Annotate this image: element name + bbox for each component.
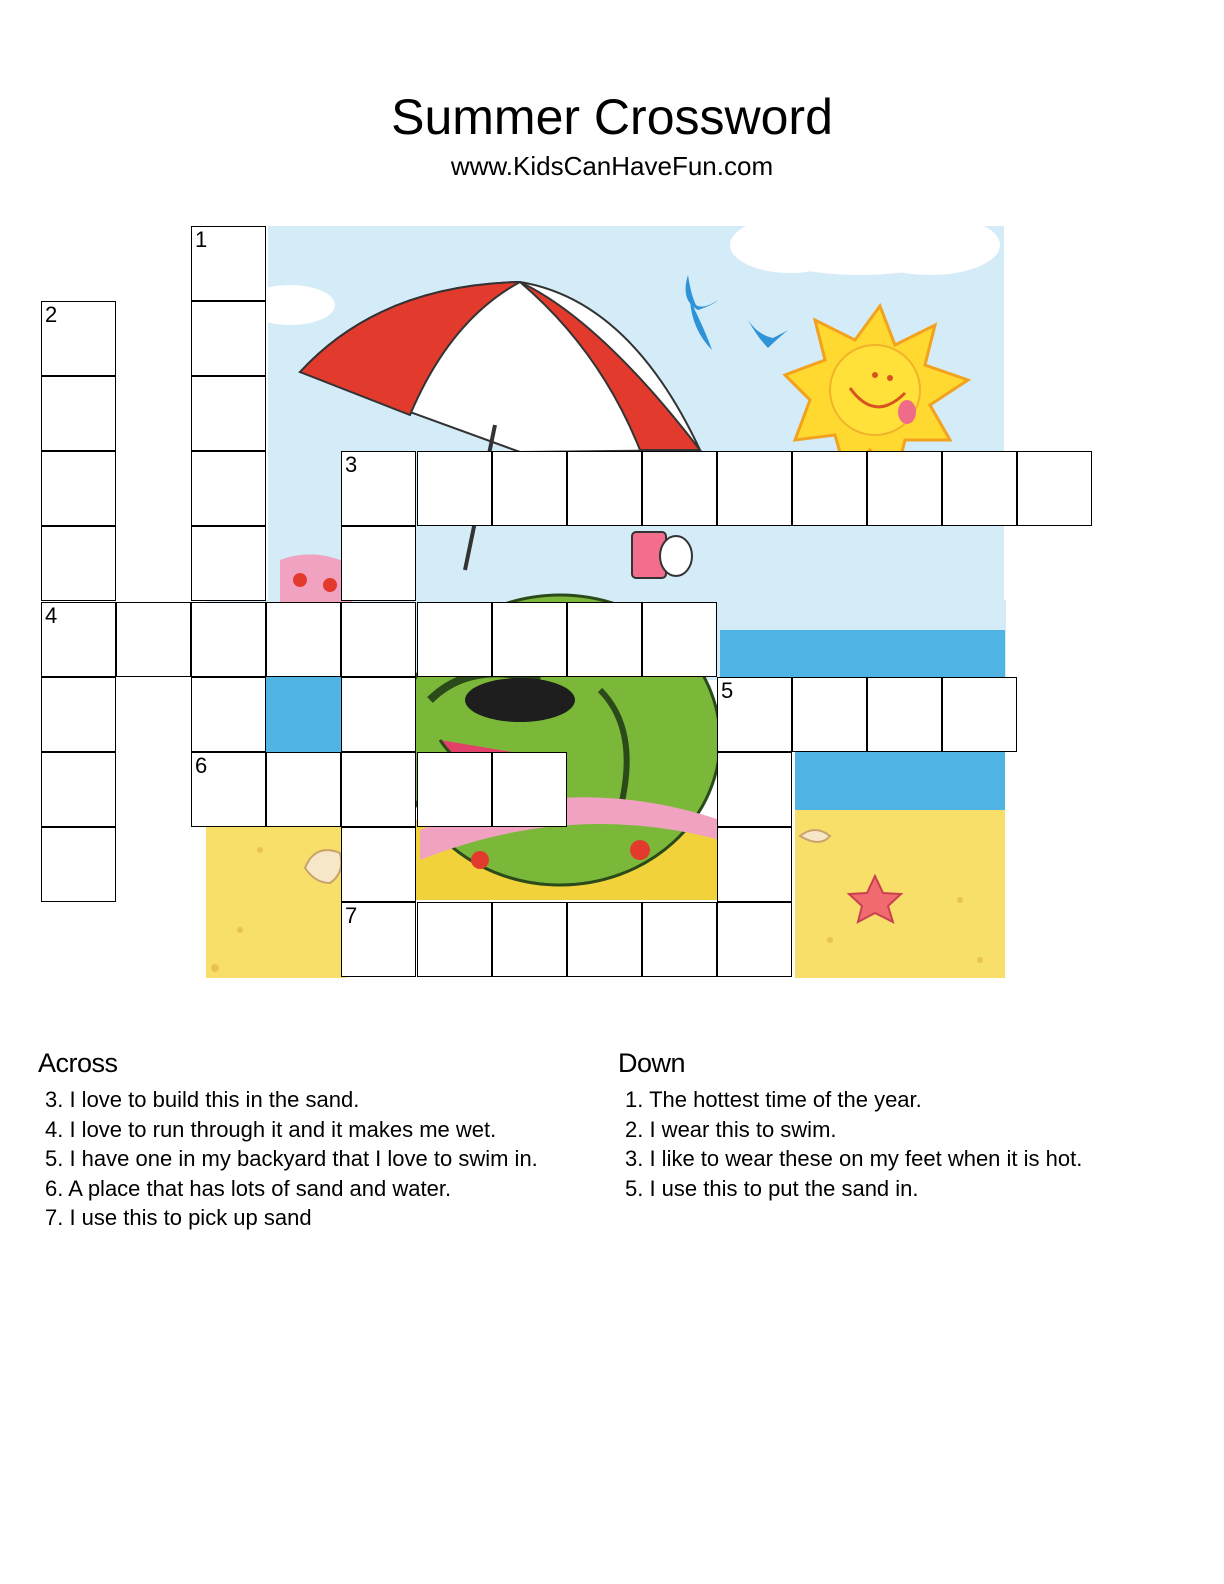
crossword-cell[interactable] [41,602,116,677]
clue-number: 5 [721,678,734,703]
crossword-cell[interactable] [492,902,567,977]
down-clues [618,1048,1082,1203]
crossword-cell[interactable] [492,451,567,526]
crossword-cell[interactable] [717,677,792,752]
crossword-cell[interactable] [417,752,492,827]
across-clue-3: 3. I love to build this in the sand. [45,1087,360,1112]
crossword-cell[interactable] [341,827,416,902]
crossword-cell[interactable] [717,827,792,902]
crossword-cell[interactable] [341,451,416,526]
down-clue-5: 5. I use this to put the sand in. [625,1175,919,1201]
crossword-cell[interactable] [341,526,416,601]
crossword-cell[interactable] [341,752,416,827]
across-clue-6: 6. A place that has lots of sand and water. [45,1175,452,1201]
clue-number: 1 [195,227,208,252]
crossword-cell[interactable] [717,752,792,827]
crossword-cell[interactable] [942,451,1017,526]
crossword-cell[interactable] [191,677,266,752]
crossword-cell[interactable] [867,451,942,526]
crossword-cell[interactable] [341,677,416,752]
across-clue-7: 7. I use this to pick up sand [45,1205,312,1231]
crossword-cell[interactable] [567,902,642,977]
crossword-cell[interactable] [41,752,116,827]
crossword-cell[interactable] [417,602,492,677]
crossword-cell[interactable] [717,902,792,977]
down-heading: Down [618,1048,686,1078]
crossword-cell[interactable] [341,902,416,977]
crossword-cell[interactable] [41,301,116,376]
clue-number: 2 [45,302,58,327]
crossword-cell[interactable] [41,526,116,601]
crossword-cell[interactable] [1017,451,1092,526]
crossword-cell[interactable] [191,301,266,376]
clue-number: 4 [45,603,58,628]
crossword-cell[interactable] [792,451,867,526]
down-clue-2: 2. I wear this to swim. [625,1116,837,1142]
clue-number: 7 [345,903,358,928]
crossword-cell[interactable] [792,677,867,752]
crossword-cell[interactable] [642,602,717,677]
crossword-cell[interactable] [417,451,492,526]
crossword-cell[interactable] [191,451,266,526]
crossword-cell[interactable] [191,602,266,677]
crossword-cell[interactable] [867,677,942,752]
crossword-cell[interactable] [266,752,341,827]
crossword-cell[interactable] [266,602,341,677]
crossword-cell[interactable] [567,451,642,526]
crossword-cell[interactable] [41,677,116,752]
crossword-cell[interactable] [417,902,492,977]
crossword-cell[interactable] [642,451,717,526]
page-title: Summer Crossword [391,89,833,145]
crossword-cell[interactable] [116,602,191,677]
clue-number: 3 [345,452,358,477]
crossword-cell[interactable] [567,602,642,677]
crossword-cell[interactable] [41,376,116,451]
across-clues [38,1048,538,1233]
crossword-cell[interactable] [341,602,416,677]
crossword-cell[interactable] [191,376,266,451]
crossword-cell[interactable] [492,602,567,677]
down-clue-1: 1. The hottest time of the year. [625,1087,922,1112]
crossword-cell[interactable] [942,677,1017,752]
across-clue-5: 5. I have one in my backyard that I love to swim in. [45,1146,538,1172]
crossword-cell[interactable] [191,752,266,827]
across-heading: Across [38,1048,118,1078]
down-clue-3: 3. I like to wear these on my feet when it is hot. [625,1146,1083,1172]
crossword-cell[interactable] [41,827,116,902]
crossword-cell[interactable] [41,451,116,526]
site-url: www.KidsCanHaveFun.com [450,151,774,181]
across-clue-4: 4. I love to run through it and it makes me wet. [45,1116,497,1142]
clue-number: 6 [195,753,208,778]
crossword-cell[interactable] [191,526,266,601]
crossword-cell[interactable] [492,752,567,827]
crossword-cell[interactable] [717,451,792,526]
crossword-cell[interactable] [191,226,266,301]
crossword-cell[interactable] [642,902,717,977]
